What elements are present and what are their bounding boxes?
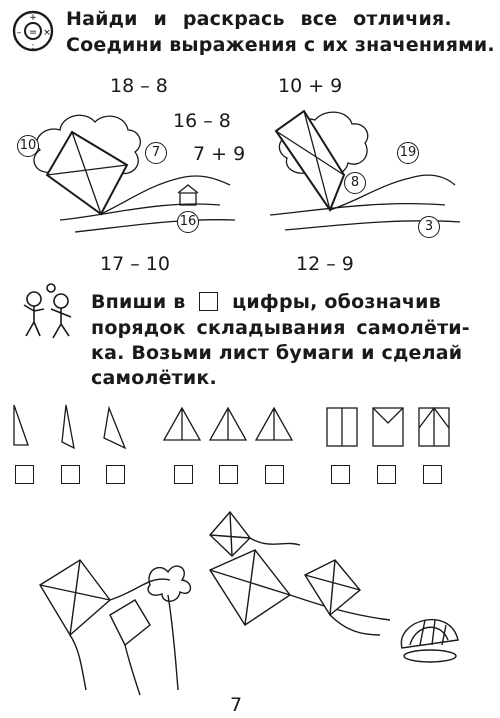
expression-18-8: 18 – 8 [110,75,168,97]
svg-text:–: – [16,28,22,38]
expression-16-8: 16 – 8 [173,110,231,132]
task2-line4: самолётик. [91,367,217,389]
expression-10-9: 10 + 9 [278,75,343,97]
circled-number: 10 [17,135,39,157]
expression-17-10: 17 – 10 [100,253,170,275]
expression-7-9: 7 + 9 [193,143,246,165]
task1-line1: Найди и раскрась все отличия. [66,8,452,30]
circled-number: 7 [145,142,167,164]
svg-text::: : [31,42,35,52]
circled-number: 16 [177,211,199,233]
task2-line3: ка. Возьми лист бумаги и сделай [91,342,463,364]
circled-number: 3 [418,216,440,238]
task2-line1-end: цифры, обозначив [232,291,441,313]
expression-12-9: 12 – 9 [296,253,354,275]
task1-line2: Соедини выражения с их значениями. [66,34,495,56]
circled-number: 19 [397,142,419,164]
circled-number: 8 [344,172,366,194]
task2-line1-start: Впиши в [91,291,186,313]
svg-text:=: = [28,27,38,38]
page-number: 7 [230,694,243,716]
svg-text:×: × [43,28,51,38]
svg-text:+: + [29,13,37,23]
task2-line2: порядок складывания самолёти- [91,317,470,339]
